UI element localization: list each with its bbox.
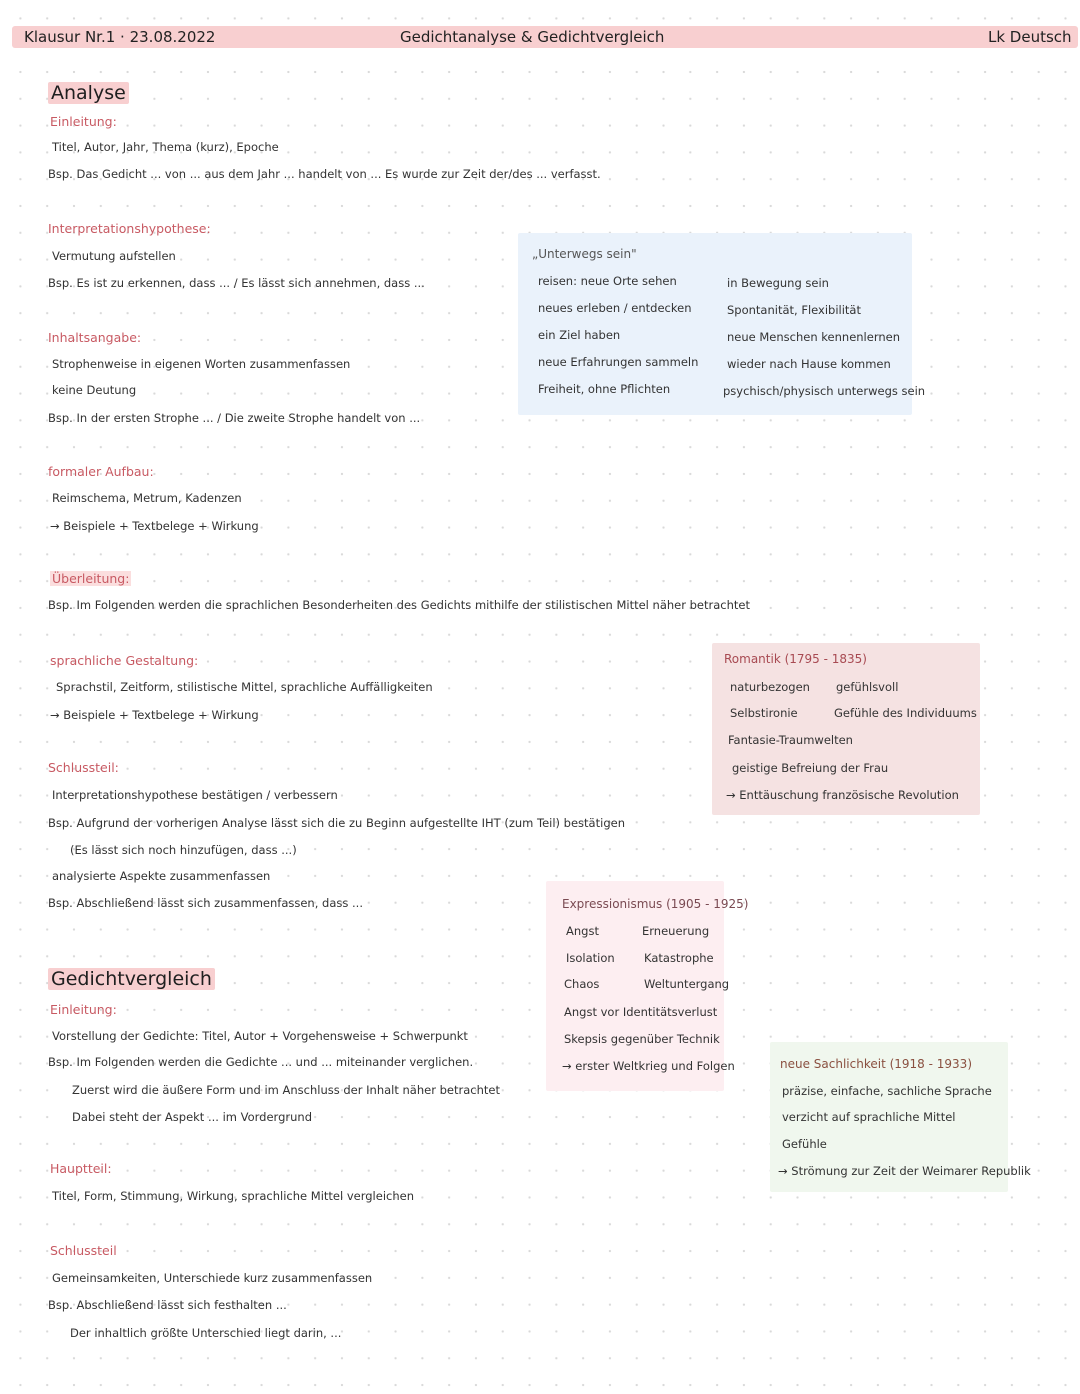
schluss-line-2: analysierte Aspekte zusammenfassen <box>52 869 271 883</box>
sachlichkeit-item: Gefühle <box>782 1137 827 1151</box>
sachlichkeit-title: neue Sachlichkeit (1918 - 1933) <box>780 1057 972 1071</box>
romantik-item: geistige Befreiung der Frau <box>732 761 889 775</box>
vergleich-einleitung-line: Vorstellung der Gedichte: Titel, Autor + Vorgehensweise + Schwerpunkt <box>52 1029 468 1043</box>
expressionismus-item: Angst <box>566 924 599 938</box>
hauptteil-line: Titel, Form, Stimmung, Wirkung, sprachliche Mittel vergleichen <box>52 1189 414 1203</box>
sachlichkeit-item: verzicht auf sprachliche Mittel <box>782 1110 956 1124</box>
subject-label: Lk Deutsch <box>988 28 1072 46</box>
unterwegs-item: neue Erfahrungen sammeln <box>538 355 699 369</box>
ueberleitung-example: Bsp. Im Folgenden werden die sprachlichen Besonderheiten des Gedichts mithilfe der stilistischen Mittel näher betrachtet <box>48 598 750 612</box>
vergleich-einleitung-example-2: Zuerst wird die äußere Form und im Anschluss der Inhalt näher betrachtet <box>72 1083 500 1097</box>
unterwegs-item: in Bewegung sein <box>727 276 829 290</box>
unterwegs-item: Spontanität, Flexibilität <box>727 303 861 317</box>
romantik-item: naturbezogen <box>730 680 810 694</box>
inhalt-line-1: Strophenweise in eigenen Worten zusammenfassen <box>52 357 351 371</box>
romantik-item: gefühlsvoll <box>836 680 899 694</box>
aufbau-line-1: Reimschema, Metrum, Kadenzen <box>52 491 242 505</box>
romantik-item: → Enttäuschung französische Revolution <box>726 788 959 802</box>
label-aufbau: formaler Aufbau: <box>48 464 154 479</box>
unterwegs-item: psychisch/physisch unterwegs sein <box>723 384 926 398</box>
unterwegs-item: wieder nach Hause kommen <box>727 357 891 371</box>
label-sprache: sprachliche Gestaltung: <box>50 653 199 668</box>
romantik-item: Selbstironie <box>730 706 798 720</box>
schluss-example-1: Bsp. Aufgrund der vorherigen Analyse lässt sich die zu Beginn aufgestellte IHT (zum Teil) bestätigen <box>48 816 625 830</box>
schluss-example-3: Bsp. Abschließend lässt sich zusammenfassen, dass ... <box>48 896 363 910</box>
page-title: Gedichtanalyse & Gedichtvergleich <box>400 28 665 46</box>
inhalt-example: Bsp. In der ersten Strophe ... / Die zweite Strophe handelt von ... <box>48 411 421 425</box>
vergleich-einleitung-example-3: Dabei steht der Aspekt ... im Vordergrund <box>72 1110 312 1124</box>
expressionismus-item: Erneuerung <box>642 924 710 938</box>
unterwegs-item: neue Menschen kennenlernen <box>727 330 901 344</box>
label-vergleich-schluss: Schlussteil <box>50 1243 117 1258</box>
vergleich-schluss-example-2: Der inhaltlich größte Unterschied liegt darin, ... <box>70 1326 342 1340</box>
einleitung-line: Titel, Autor, Jahr, Thema (kurz), Epoche <box>52 140 279 154</box>
expressionismus-item: Weltuntergang <box>644 977 730 991</box>
vergleich-einleitung-example-1: Bsp. Im Folgenden werden die Gedichte ... und ... miteinander verglichen. <box>48 1055 474 1069</box>
schluss-example-2: (Es lässt sich noch hinzufügen, dass ...) <box>70 843 297 857</box>
label-ueberleitung: Überleitung: <box>52 571 130 586</box>
label-einleitung: Einleitung: <box>50 114 117 129</box>
sachlichkeit-item: → Strömung zur Zeit der Weimarer Republik <box>778 1164 1031 1178</box>
hypothese-line: Vermutung aufstellen <box>52 249 176 263</box>
unterwegs-item: reisen: neue Orte sehen <box>538 274 677 288</box>
expressionismus-item: Katastrophe <box>644 951 714 965</box>
label-hauptteil: Hauptteil: <box>50 1161 112 1176</box>
label-schluss: Schlussteil: <box>48 760 119 775</box>
romantik-item: Fantasie-Traumwelten <box>728 733 853 747</box>
label-inhalt: Inhaltsangabe: <box>48 330 142 345</box>
hypothese-example: Bsp. Es ist zu erkennen, dass ... / Es lässt sich annehmen, dass ... <box>48 276 425 290</box>
unterwegs-item: Freiheit, ohne Pflichten <box>538 382 671 396</box>
expressionismus-title: Expressionismus (1905 - 1925) <box>562 897 749 911</box>
sprache-line-2: → Beispiele + Textbelege + Wirkung <box>50 708 259 722</box>
section-title-analyse: Analyse <box>48 82 129 104</box>
unterwegs-item: ein Ziel haben <box>538 328 621 342</box>
expressionismus-item: Chaos <box>564 977 600 991</box>
einleitung-example: Bsp. Das Gedicht ... von ... aus dem Jahr ... handelt von ... Es wurde zur Zeit der/des ... verfasst. <box>48 167 601 181</box>
section-title-vergleich: Gedichtvergleich <box>48 968 215 990</box>
romantik-title: Romantik (1795 - 1835) <box>724 652 867 666</box>
label-vergleich-einleitung: Einleitung: <box>50 1002 117 1017</box>
sprache-line-1: Sprachstil, Zeitform, stilistische Mittel, sprachliche Auffälligkeiten <box>56 680 433 694</box>
expressionismus-item: Skepsis gegenüber Technik <box>564 1032 720 1046</box>
schluss-line-1: Interpretationshypothese bestätigen / verbessern <box>52 788 338 802</box>
aufbau-line-2: → Beispiele + Textbelege + Wirkung <box>50 519 259 533</box>
unterwegs-item: neues erleben / entdecken <box>538 301 692 315</box>
romantik-item: Gefühle des Individuums <box>834 706 977 720</box>
unterwegs-title: „Unterwegs sein" <box>532 247 637 261</box>
exam-title: Klausur Nr.1 · 23.08.2022 <box>24 28 216 46</box>
expressionismus-item: → erster Weltkrieg und Folgen <box>562 1059 735 1073</box>
expressionismus-item: Isolation <box>566 951 615 965</box>
label-hypothese: Interpretationshypothese: <box>48 221 211 236</box>
vergleich-schluss-line: Gemeinsamkeiten, Unterschiede kurz zusammenfassen <box>52 1271 373 1285</box>
vergleich-schluss-example-1: Bsp. Abschließend lässt sich festhalten ... <box>48 1298 287 1312</box>
inhalt-line-2: keine Deutung <box>52 383 137 397</box>
expressionismus-item: Angst vor Identitätsverlust <box>564 1005 718 1019</box>
sachlichkeit-item: präzise, einfache, sachliche Sprache <box>782 1084 992 1098</box>
